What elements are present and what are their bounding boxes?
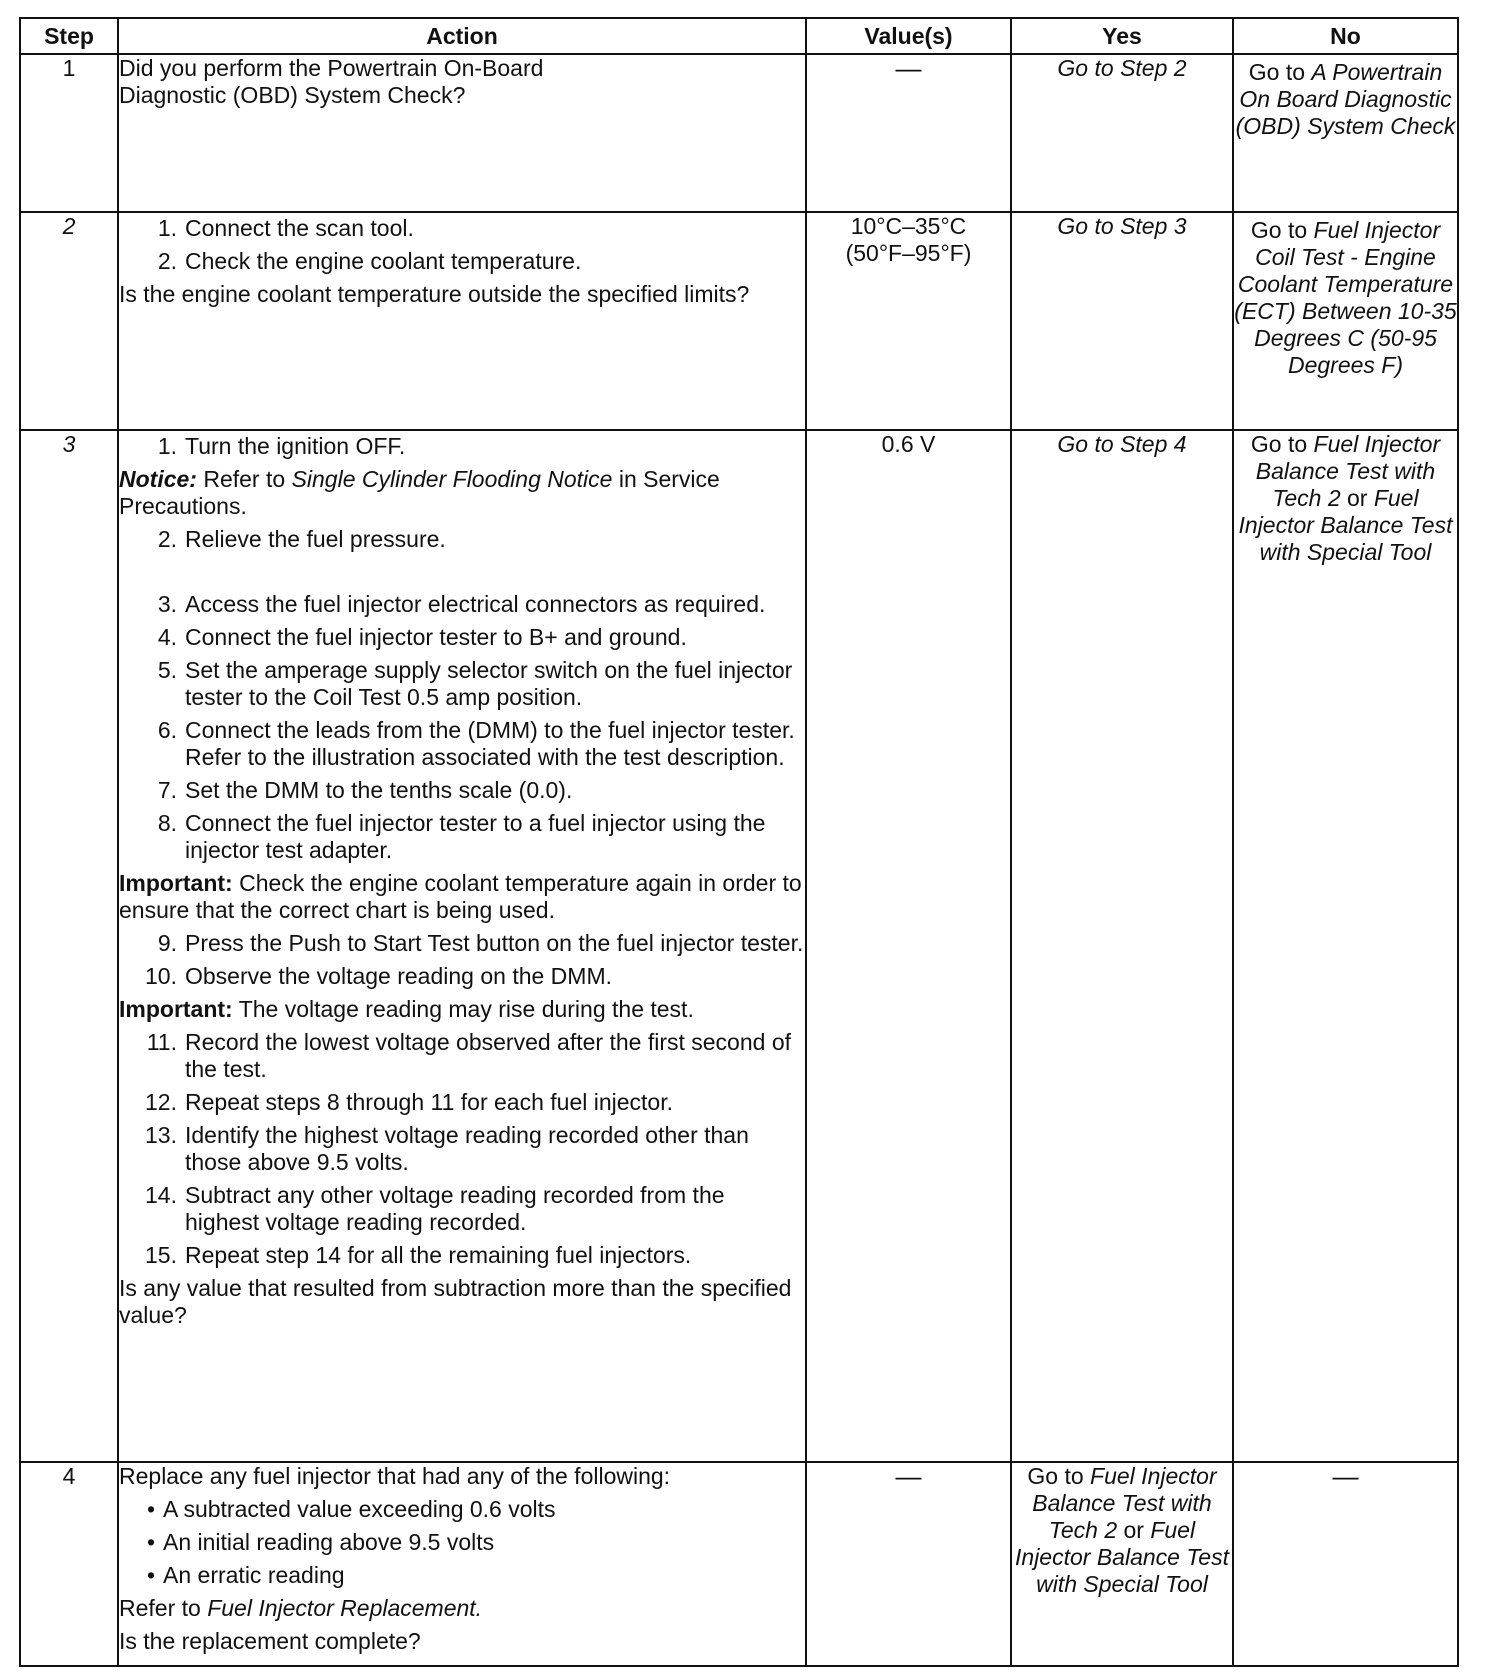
question-text: Is the engine coolant temperature outside the specified limits? — [119, 281, 750, 307]
question-text: Is the replacement complete? — [119, 1628, 421, 1654]
important-text: Important: Check the engine coolant temperature again in order to ensure that the correct chart is being used. — [119, 870, 802, 923]
link-text[interactable]: Fuel Injector Balance Test with Special Tool — [1015, 1517, 1229, 1597]
yes-cell: Go to Fuel Injector Balance Test with Tech 2 or Fuel Injector Balance Test with Special Tool — [1011, 1462, 1233, 1666]
value-cell: 0.6 V — [806, 430, 1011, 1462]
value-cell: — — [806, 54, 1011, 212]
link-text[interactable]: Fuel Injector Balance Test with Tech 2 — [1255, 431, 1441, 511]
table-row — [20, 1462, 1458, 1666]
link-text[interactable]: Fuel Injector Replacement. — [207, 1595, 483, 1621]
link-text[interactable]: Single Cylinder Flooding Notice — [291, 466, 613, 492]
link-text[interactable]: Fuel Injector Coil Test - Engine Coolant Temperature (ECT) Between 10-35 Degrees C (50-95 Degrees F) — [1234, 217, 1457, 378]
value-cell: 10°C–35°C (50°F–95°F) — [806, 212, 1011, 430]
intro-text: Replace any fuel injector that had any of the following: — [119, 1463, 671, 1489]
step-number: 2 — [20, 212, 118, 430]
action-cell: 1. Turn the ignition OFF. Notice: Refer to Single Cylinder Flooding Notice in Service Precautions. 2. Relieve the fuel pressure. 3. Access the fuel injector electrical connectors as required. 4. Connect the fuel injector tester to B+ and ground. 5. Set the amperage supply selector switch on the fuel injector tester to the Coil Test 0.5 amp position. 6. Connect the leads from the (DMM) to the fuel injector tester. Refer to the illustration associated with the test description. 7. Set the DMM to the tenths scale (0.0). 8. Connect the fuel injector tester to a fuel injector using the injector test adapter. Important: Check the engine coolant temperature again in order to ensure that the correct chart is being used. 9. Press the Push to Start Test button on the fuel injector tester. 10. Observe the voltage reading on the DMM. Important: The voltage reading may rise during the test. 11. Record the lowest voltage observed after the first second of the test. 12. Repeat steps 8 through 11 for each fuel injector. 13. Identify the highest voltage reading recorded other than those above 9.5 volts. 14. Subtract any other voltage reading recorded from the highest voltage reading recorded. 15. Repeat step 14 for all the remaining fuel injectors. Is any value that resulted from subtraction more than the specified value? — [118, 430, 806, 1462]
no-cell: Go to Fuel Injector Balance Test with Tech 2 or Fuel Injector Balance Test with Special Tool — [1233, 430, 1458, 1462]
header-row — [20, 18, 1458, 54]
action-cell: Replace any fuel injector that had any of the following: • A subtracted value exceeding 0.6 volts • An initial reading above 9.5 volts • An erratic reading Refer to Fuel Injector Replacement. Is the replacement complete? — [118, 1462, 806, 1666]
important-text: Important: The voltage reading may rise during the test. — [119, 996, 694, 1022]
yes-cell: Go to Step 3 — [1011, 212, 1233, 430]
link-text[interactable]: Fuel Injector Balance Test with Special Tool — [1238, 485, 1453, 565]
step-number: 4 — [20, 1462, 118, 1666]
header-action: Action — [118, 18, 806, 54]
action-cell: 1. Connect the scan tool. 2. Check the engine coolant temperature. Is the engine coolant temperature outside the specified limits? — [118, 212, 806, 430]
step-number: 1 — [20, 54, 118, 212]
link-text[interactable]: Fuel Injector Balance Test with Tech 2 — [1032, 1463, 1217, 1543]
step-number: 3 — [20, 430, 118, 1462]
link-text[interactable]: A Powertrain On Board Diagnostic (OBD) System Check — [1235, 59, 1456, 139]
header-no: No — [1233, 18, 1458, 54]
refer-text: Refer to Fuel Injector Replacement. — [119, 1595, 483, 1621]
header-values: Value(s) — [806, 18, 1011, 54]
value-cell: — — [806, 1462, 1011, 1666]
no-cell: Go to A Powertrain On Board Diagnostic (OBD) System Check — [1233, 54, 1458, 212]
notice-text: Notice: Refer to Single Cylinder Flooding Notice in Service Precautions. — [119, 466, 720, 519]
question-text: Is any value that resulted from subtraction more than the specified value? — [119, 1275, 792, 1328]
no-cell: Go to Fuel Injector Coil Test - Engine Coolant Temperature (ECT) Between 10-35 Degrees C (50-95 Degrees F) — [1233, 212, 1458, 430]
question-text: Did you perform the Powertrain On-Board Diagnostic (OBD) System Check? — [119, 55, 544, 108]
header-step: Step — [20, 18, 118, 54]
diagnostic-table — [19, 17, 1459, 1667]
table-row — [20, 212, 1458, 430]
yes-cell: Go to Step 4 — [1011, 430, 1233, 1462]
table-row — [20, 54, 1458, 212]
yes-cell: Go to Step 2 — [1011, 54, 1233, 212]
no-cell: — — [1233, 1462, 1458, 1666]
action-cell — [118, 54, 806, 212]
header-yes: Yes — [1011, 18, 1233, 54]
table-row — [20, 430, 1458, 1462]
